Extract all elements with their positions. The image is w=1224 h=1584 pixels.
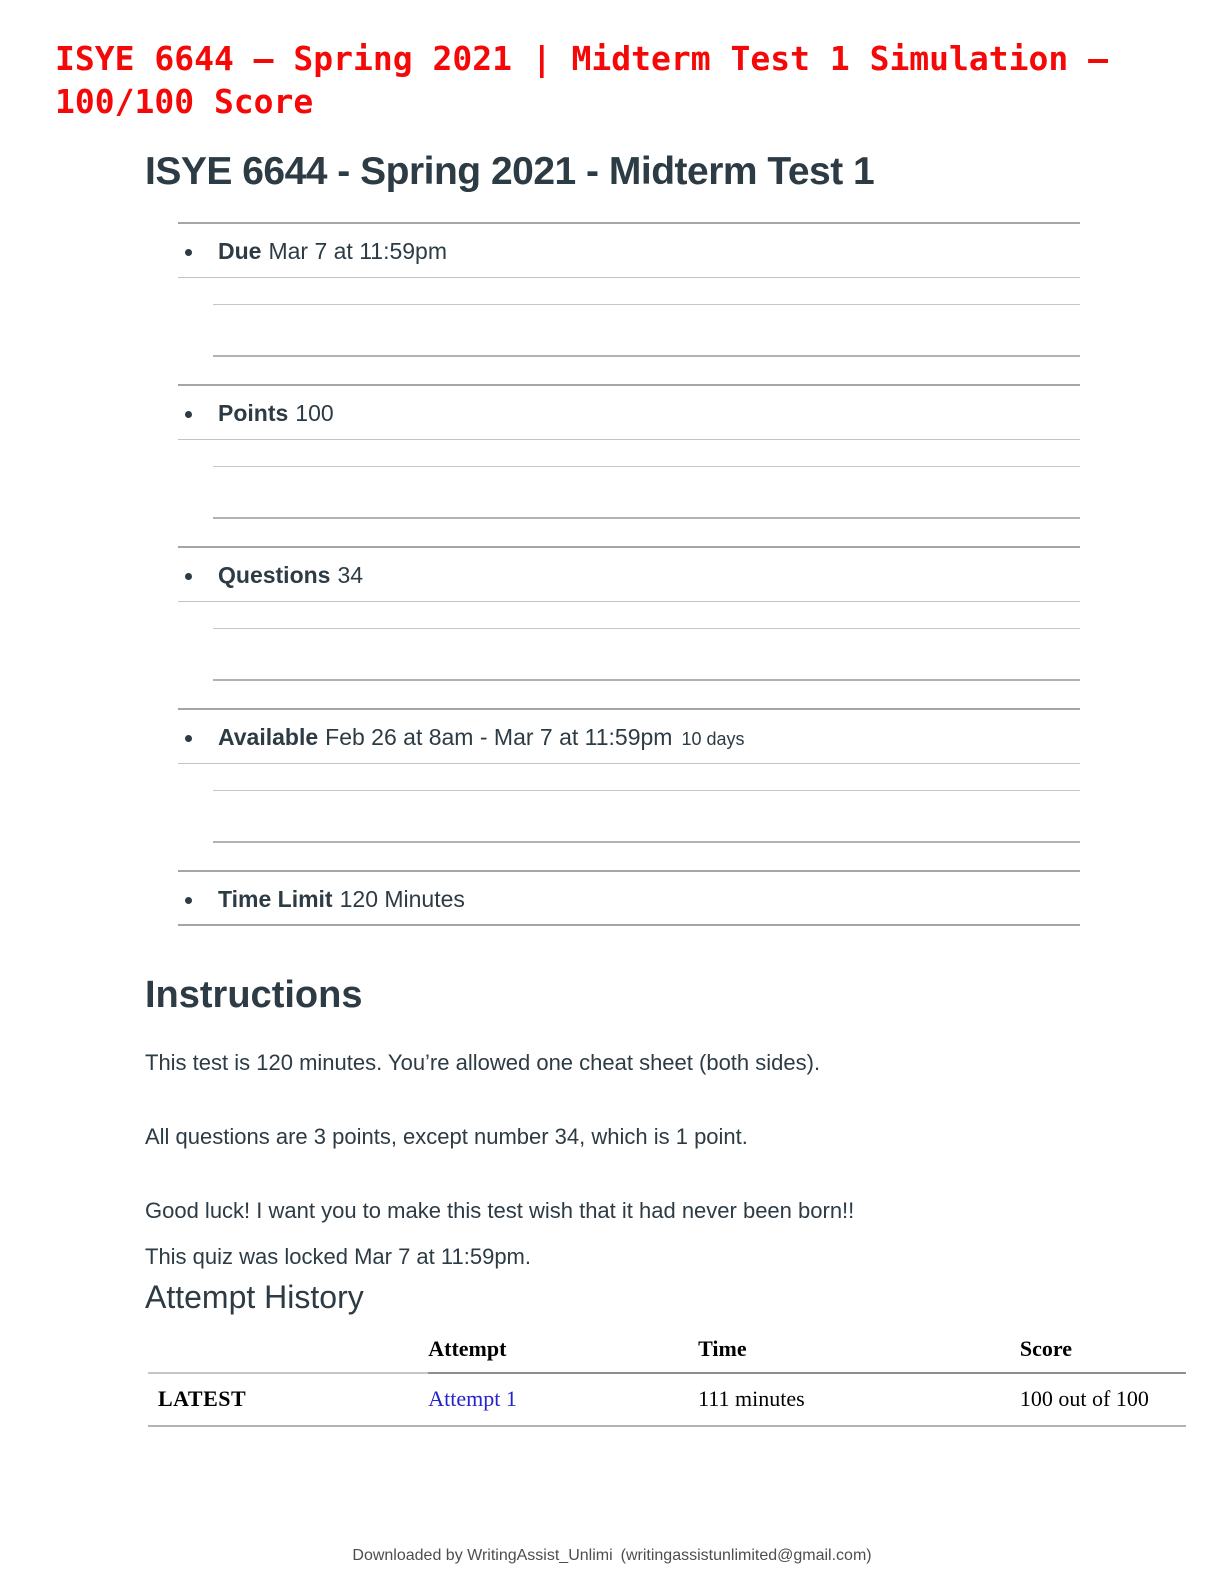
instruction-paragraph: Good luck! I want you to make this test wish that it had never been born!! — [145, 1198, 855, 1223]
instruction-paragraph: All questions are 3 points, except number 34, which is 1 point. — [145, 1124, 748, 1149]
detail-value: 34 — [337, 562, 364, 588]
detail-row — [178, 870, 1080, 926]
instructions-heading: Instructions — [145, 974, 363, 1016]
column-header-score: Score — [1020, 1322, 1186, 1373]
document-title-line2: 100/100 Score — [55, 82, 314, 121]
bullet-icon — [185, 249, 192, 256]
bullet-icon — [185, 573, 192, 580]
document-title-line1: ISYE 6644 – Spring 2021 | Midterm Test 1 Simulation – — [55, 39, 1108, 78]
detail-row — [178, 546, 1080, 602]
detail-value: 100 — [295, 400, 334, 426]
footer-downloaded-by: Downloaded by WritingAssist_Unlimi — [352, 1547, 613, 1564]
quiz-details-list — [178, 222, 1080, 926]
detail-item-available — [178, 708, 1080, 870]
detail-item-questions — [178, 546, 1080, 708]
column-header-time: Time — [698, 1322, 1020, 1373]
detail-label: Time Limit — [218, 886, 333, 912]
spacer — [178, 681, 1080, 708]
attempt-score: 100 out of 100 — [1020, 1373, 1186, 1426]
table-row — [148, 1373, 1186, 1426]
column-header-attempt: Attempt — [428, 1322, 698, 1373]
detail-label: Available — [218, 724, 319, 750]
spacer — [178, 357, 1080, 384]
footer — [0, 1547, 1224, 1565]
attempt-time: 111 minutes — [698, 1373, 1020, 1426]
detail-value: 120 Minutes — [339, 886, 465, 912]
quiz-locked-note: This quiz was locked Mar 7 at 11:59pm. — [145, 1244, 531, 1269]
bullet-icon — [185, 735, 192, 742]
instruction-paragraph: This test is 120 minutes. You’re allowed one cheat sheet (both sides). — [145, 1050, 821, 1075]
bullet-icon — [185, 411, 192, 418]
divider — [213, 764, 1080, 791]
detail-note: 10 days — [681, 729, 745, 749]
page-title: ISYE 6644 - Spring 2021 - Midterm Test 1 — [145, 150, 875, 193]
footer-email: (writingassistunlimited@gmail.com) — [620, 1547, 872, 1564]
divider — [213, 440, 1080, 467]
detail-label: Questions — [218, 562, 331, 588]
attempt-history-heading: Attempt History — [145, 1279, 364, 1315]
bullet-icon — [185, 897, 192, 904]
detail-label: Points — [218, 400, 289, 426]
detail-value: Feb 26 at 8am - Mar 7 at 11:59pm — [325, 724, 673, 750]
attempt-history-table — [148, 1322, 1186, 1427]
divider — [213, 602, 1080, 629]
attempt-row-label: LATEST — [148, 1373, 428, 1426]
detail-row — [178, 708, 1080, 764]
detail-item-due — [178, 222, 1080, 384]
detail-item-time-limit — [178, 870, 1080, 926]
table-header-row — [148, 1322, 1186, 1373]
spacer — [178, 519, 1080, 546]
spacer — [178, 843, 1080, 870]
divider — [213, 305, 1080, 357]
detail-value: Mar 7 at 11:59pm — [268, 238, 448, 264]
detail-row — [178, 222, 1080, 278]
divider — [213, 467, 1080, 519]
detail-row — [178, 384, 1080, 440]
detail-item-points — [178, 384, 1080, 546]
column-header-blank — [148, 1322, 428, 1373]
document-title — [55, 37, 1108, 123]
divider — [213, 629, 1080, 681]
divider — [213, 278, 1080, 305]
divider — [213, 791, 1080, 843]
instructions-section — [145, 972, 1095, 1317]
attempt-link[interactable]: Attempt 1 — [428, 1386, 517, 1411]
detail-label: Due — [218, 238, 262, 264]
